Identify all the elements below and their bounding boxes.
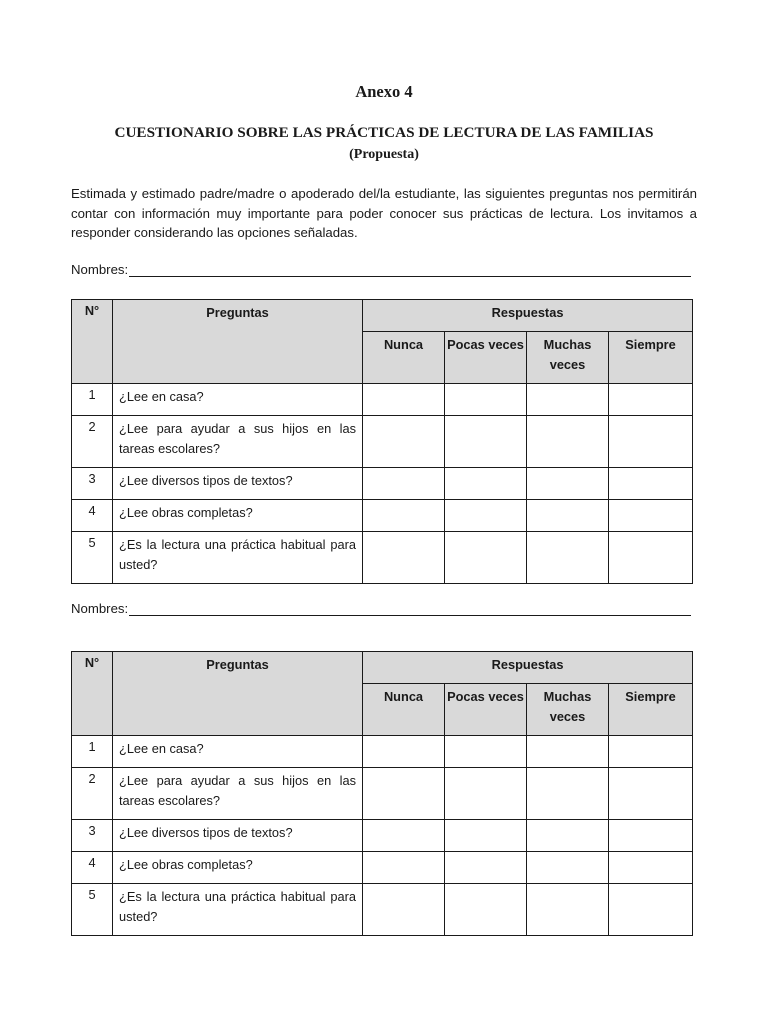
table-row	[72, 852, 693, 884]
answer-cell[interactable]	[609, 852, 693, 884]
questionnaire-table-2	[71, 651, 693, 936]
row-question: ¿Lee en casa?	[113, 384, 363, 416]
header-number: N°	[72, 300, 113, 384]
option-nunca: Nunca	[363, 684, 445, 736]
option-siempre: Siempre	[609, 332, 693, 384]
answer-cell[interactable]	[609, 532, 693, 584]
row-question: ¿Lee obras completas?	[113, 852, 363, 884]
option-nunca: Nunca	[363, 332, 445, 384]
names-field-2[interactable]	[71, 601, 691, 616]
row-number: 4	[72, 852, 113, 884]
header-answers: Respuestas	[363, 652, 693, 684]
row-number: 5	[72, 532, 113, 584]
row-number: 2	[72, 768, 113, 820]
answer-cell[interactable]	[609, 736, 693, 768]
row-number: 5	[72, 884, 113, 936]
table-row	[72, 884, 693, 936]
answer-cell[interactable]	[527, 768, 609, 820]
answer-cell[interactable]	[363, 384, 445, 416]
answer-cell[interactable]	[445, 884, 527, 936]
names-field-1[interactable]	[71, 262, 691, 277]
row-number: 1	[72, 736, 113, 768]
answer-cell[interactable]	[363, 532, 445, 584]
option-pocas-veces: Pocas veces	[445, 332, 527, 384]
answer-cell[interactable]	[363, 768, 445, 820]
intro-paragraph: Estimada y estimado padre/madre o apoderado del/la estudiante, las siguientes preguntas nos permitirán contar con información muy importante para poder conocer sus prácticas de lectura. Los invitamos a responder considerando las opciones señaladas.	[71, 186, 697, 240]
row-question: ¿Lee obras completas?	[113, 500, 363, 532]
answer-cell[interactable]	[609, 384, 693, 416]
table-row	[72, 468, 693, 500]
answer-cell[interactable]	[445, 500, 527, 532]
answer-cell[interactable]	[527, 884, 609, 936]
answer-cell[interactable]	[363, 884, 445, 936]
answer-cell[interactable]	[363, 820, 445, 852]
answer-cell[interactable]	[527, 500, 609, 532]
header-questions: Preguntas	[113, 652, 363, 736]
answer-cell[interactable]	[609, 768, 693, 820]
document-subtitle: (Propuesta)	[349, 147, 419, 162]
header-questions: Preguntas	[113, 300, 363, 384]
option-siempre: Siempre	[609, 684, 693, 736]
answer-cell[interactable]	[363, 468, 445, 500]
answer-cell[interactable]	[363, 736, 445, 768]
row-number: 4	[72, 500, 113, 532]
answer-cell[interactable]	[609, 820, 693, 852]
row-number: 1	[72, 384, 113, 416]
row-question: ¿Lee diversos tipos de textos?	[113, 468, 363, 500]
answer-cell[interactable]	[445, 820, 527, 852]
answer-cell[interactable]	[609, 884, 693, 936]
answer-cell[interactable]	[527, 416, 609, 468]
header-answers: Respuestas	[363, 300, 693, 332]
row-question: ¿Lee diversos tipos de textos?	[113, 820, 363, 852]
option-muchas-veces: Muchas veces	[527, 332, 609, 384]
document-title: CUESTIONARIO SOBRE LAS PRÁCTICAS DE LECTURA DE LAS FAMILIAS	[114, 124, 654, 141]
table-row	[72, 820, 693, 852]
header-number: N°	[72, 652, 113, 736]
answer-cell[interactable]	[609, 416, 693, 468]
table-row	[72, 416, 693, 468]
row-number: 3	[72, 468, 113, 500]
names-blank-line[interactable]	[129, 264, 691, 277]
row-question: ¿Lee para ayudar a sus hijos en las tareas escolares?	[113, 416, 363, 468]
answer-cell[interactable]	[445, 852, 527, 884]
answer-cell[interactable]	[363, 852, 445, 884]
answer-cell[interactable]	[527, 468, 609, 500]
names-label: Nombres:	[71, 601, 129, 616]
answer-cell[interactable]	[527, 852, 609, 884]
row-question: ¿Es la lectura una práctica habitual para usted?	[113, 884, 363, 936]
answer-cell[interactable]	[363, 500, 445, 532]
answer-cell[interactable]	[445, 468, 527, 500]
answer-cell[interactable]	[445, 736, 527, 768]
option-muchas-veces: Muchas veces	[527, 684, 609, 736]
answer-cell[interactable]	[445, 384, 527, 416]
table-row	[72, 532, 693, 584]
table-row	[72, 384, 693, 416]
row-question: ¿Lee para ayudar a sus hijos en las tareas escolares?	[113, 768, 363, 820]
answer-cell[interactable]	[609, 500, 693, 532]
answer-cell[interactable]	[527, 532, 609, 584]
option-pocas-veces: Pocas veces	[445, 684, 527, 736]
answer-cell[interactable]	[527, 736, 609, 768]
names-label: Nombres:	[71, 262, 129, 277]
table-row	[72, 768, 693, 820]
answer-cell[interactable]	[445, 768, 527, 820]
table-row	[72, 736, 693, 768]
answer-cell[interactable]	[445, 416, 527, 468]
answer-cell[interactable]	[363, 416, 445, 468]
answer-cell[interactable]	[527, 820, 609, 852]
names-blank-line[interactable]	[129, 603, 691, 616]
answer-cell[interactable]	[609, 468, 693, 500]
annex-title: Anexo 4	[355, 82, 413, 101]
answer-cell[interactable]	[527, 384, 609, 416]
questionnaire-table-1	[71, 299, 693, 584]
table-row	[72, 500, 693, 532]
answer-cell[interactable]	[445, 532, 527, 584]
row-question: ¿Es la lectura una práctica habitual para usted?	[113, 532, 363, 584]
row-question: ¿Lee en casa?	[113, 736, 363, 768]
row-number: 2	[72, 416, 113, 468]
row-number: 3	[72, 820, 113, 852]
